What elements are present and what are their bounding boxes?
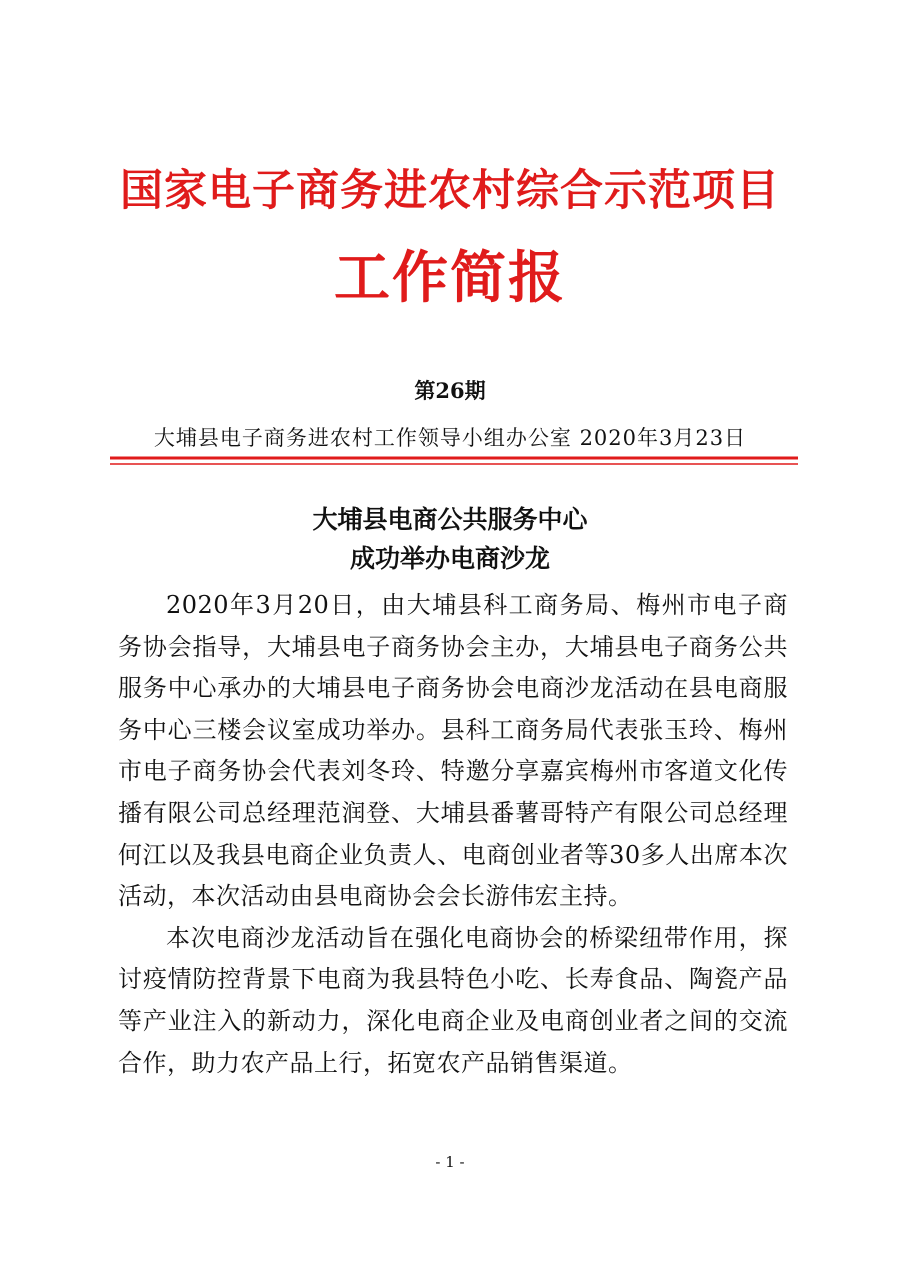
masthead-subtitle: 工作简报 bbox=[334, 245, 566, 311]
article-title-line-2: 成功举办电商沙龙 bbox=[349, 544, 550, 573]
issuer-date-line: 大埔县电子商务进农村工作领导小组办公室 2020年3月23日 bbox=[153, 426, 747, 450]
page-number: - 1 - bbox=[435, 1153, 465, 1171]
masthead-title: 国家电子商务进农村综合示范项目 bbox=[120, 166, 780, 216]
article-body bbox=[118, 585, 788, 1084]
red-separator-rule bbox=[110, 454, 798, 468]
article-paragraph: 2020年3月20日，由大埔县科工商务局、梅州市电子商务协会指导，大埔县电子商务协会主办，大埔县电子商务公共服务中心承办的大埔县电子商务协会电商沙龙活动在县电商服务中心三楼会议室成功举办。县科工商务局代表张玉玲、梅州市电子商务协会代表刘冬玲、特邀分享嘉宾梅州市客道文化传播有限公司总经理范润登、大埔县番薯哥特产有限公司总经理何江以及我县电商企业负责人、电商创业者等30多人出席本次活动，本次活动由县电商协会会长游伟宏主持。 bbox=[118, 591, 788, 911]
issue-number: 第26期 bbox=[414, 378, 486, 403]
article-title-line-1: 大埔县电商公共服务中心 bbox=[312, 505, 588, 534]
article-paragraph: 本次电商沙龙活动旨在强化电商协会的桥梁纽带作用，探讨疫情防控背景下电商为我县特色小吃、长寿食品、陶瓷产品等产业注入的新动力，深化电商企业及电商创业者之间的交流合作，助力农产品上行，拓宽农产品销售渠道。 bbox=[118, 923, 788, 1077]
